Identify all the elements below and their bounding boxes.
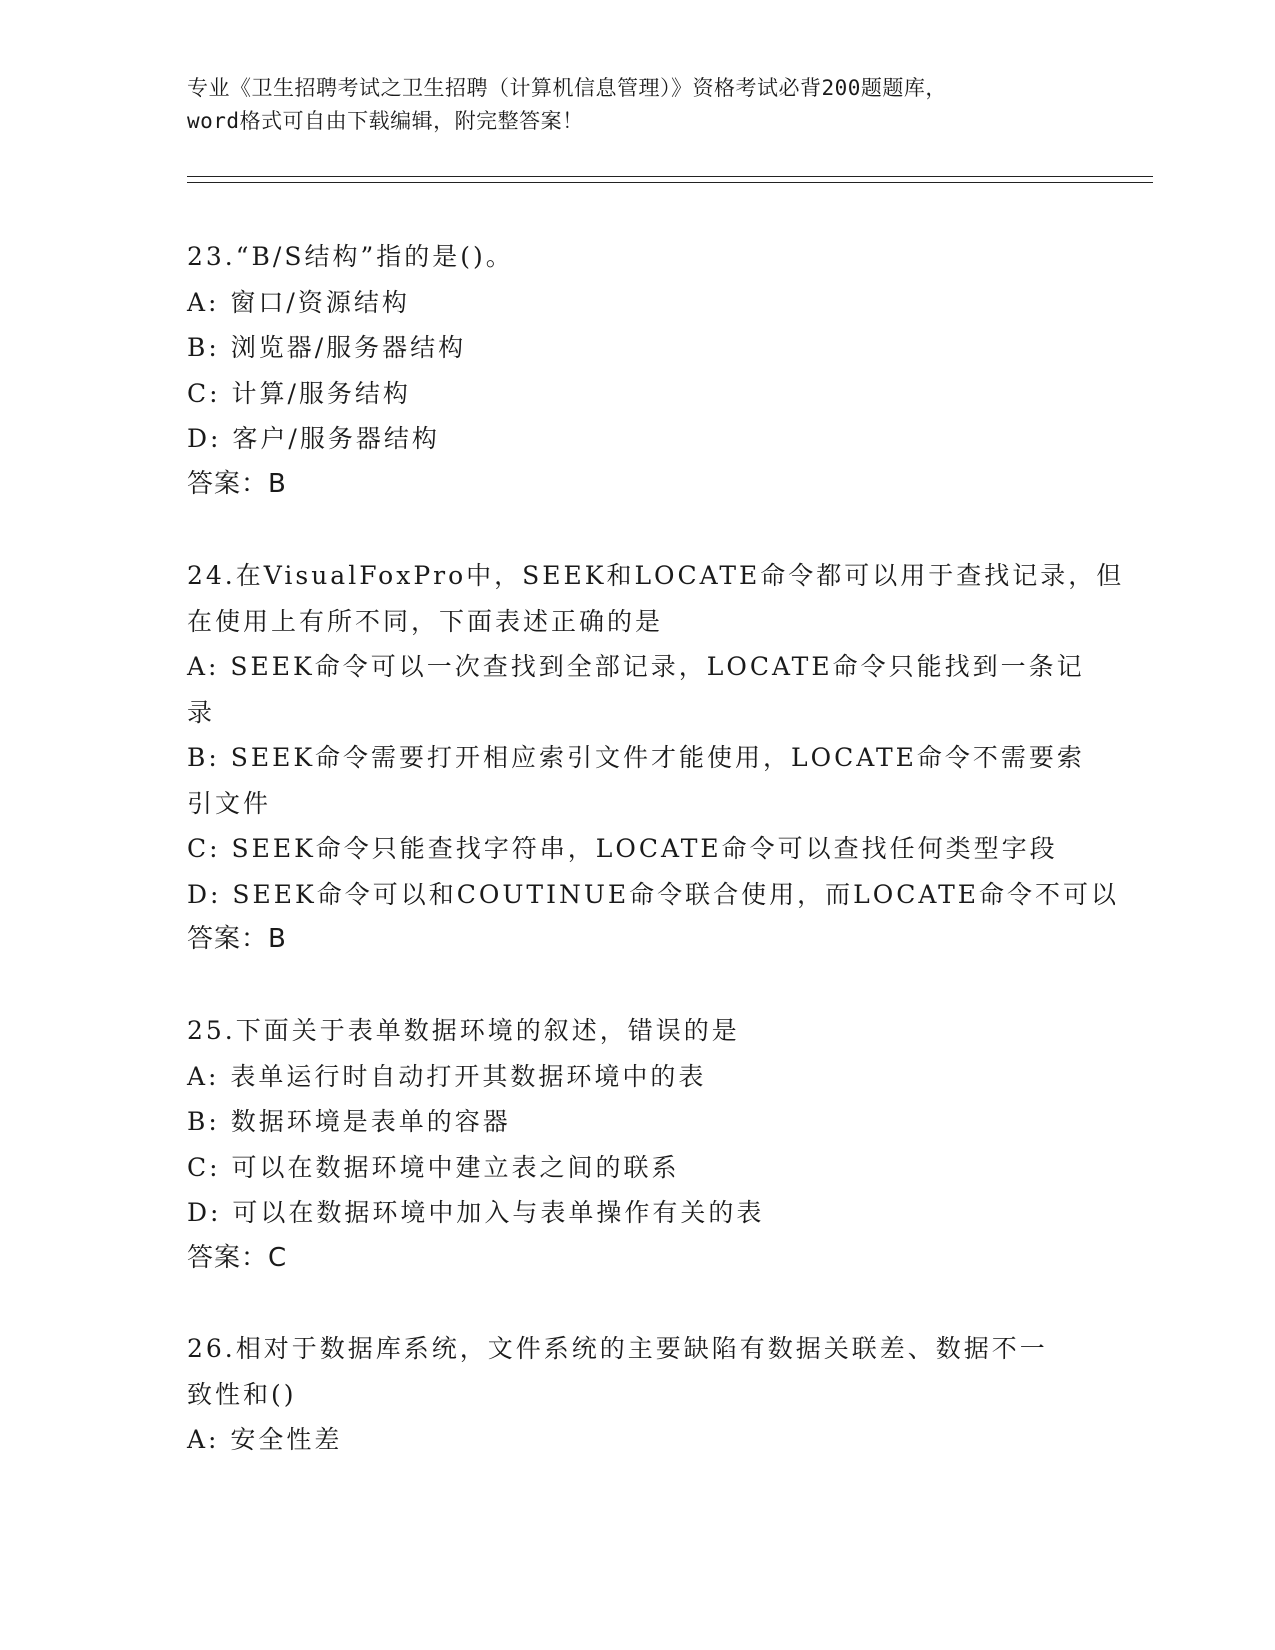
option-a-cont: 录: [187, 697, 216, 727]
question-stem: 23.“B/S结构”指的是()。: [187, 242, 514, 271]
option-a: A: 窗口/资源结构: [187, 287, 410, 317]
header-divider-bottom: [187, 182, 1153, 183]
document-header: [187, 72, 1087, 138]
question-stem: 25.下面关于表单数据环境的叙述，错误的是: [187, 1016, 740, 1045]
option-c: C: 计算/服务结构: [187, 378, 411, 408]
option-c: C: 可以在数据环境中建立表之间的联系: [187, 1152, 680, 1182]
option-d: D: 客户/服务器结构: [187, 424, 440, 453]
question-stem: 24.在VisualFoxPro中，SEEK和LOCATE命令都可以用于查找记录，但: [187, 561, 1125, 590]
question-25: [187, 1008, 1087, 1281]
option-b: B: 浏览器/服务器结构: [187, 333, 467, 362]
option-d: D: 可以在数据环境中加入与表单操作有关的表: [187, 1198, 765, 1227]
option-b: B: SEEK命令需要打开相应索引文件才能使用，LOCATE命令不需要索: [187, 743, 1085, 772]
question-24: [187, 553, 1125, 963]
option-a: A: SEEK命令可以一次查找到全部记录，LOCATE命令只能找到一条记: [187, 652, 1085, 681]
option-c: C: SEEK命令只能查找字符串，LOCATE命令可以查找任何类型字段: [187, 834, 1058, 863]
option-b-cont: 引文件: [187, 788, 272, 818]
question-stem-cont: 致性和(): [187, 1379, 297, 1409]
header-line-2: word格式可自由下载编辑，附完整答案！: [187, 109, 584, 133]
question-stem: 26.相对于数据库系统，文件系统的主要缺陷有数据关联差、数据不一: [187, 1334, 1048, 1363]
option-b: B: 数据环境是表单的容器: [187, 1107, 511, 1136]
option-a: A: 安全性差: [187, 1425, 343, 1454]
header-line-1: 专业《卫生招聘考试之卫生招聘（计算机信息管理）》资格考试必背200题题库，: [187, 76, 947, 100]
answer: 答案：C: [187, 1242, 288, 1273]
question-26: [187, 1326, 1087, 1463]
question-23: [187, 234, 1087, 507]
header-divider-top: [187, 176, 1153, 177]
answer: 答案：B: [187, 924, 287, 954]
option-a: A: 表单运行时自动打开其数据环境中的表: [187, 1061, 707, 1091]
answer: 答案：B: [187, 468, 287, 499]
question-stem-cont: 在使用上有所不同，下面表述正确的是: [187, 606, 664, 636]
option-d: D: SEEK命令可以和COUTINUE命令联合使用，而LOCATE命令不可以: [187, 879, 1119, 909]
